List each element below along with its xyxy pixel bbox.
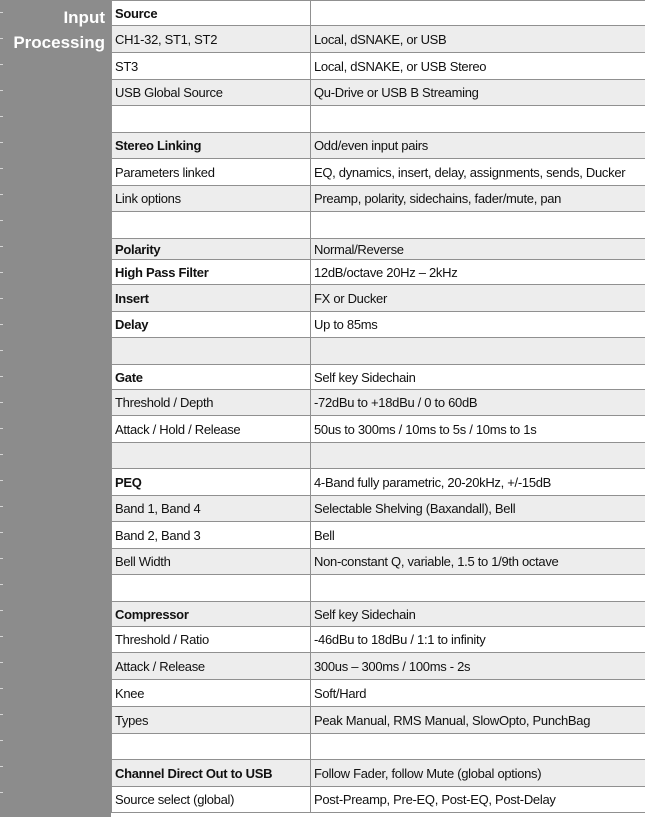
- edge-tick: [0, 766, 3, 767]
- spec-label: Threshold / Depth: [112, 390, 311, 415]
- spec-label: USB Global Source: [112, 80, 311, 105]
- spec-value: Non-constant Q, variable, 1.5 to 1/9th octave: [314, 554, 559, 569]
- spec-row: [112, 548, 645, 574]
- edge-tick: [0, 116, 3, 117]
- spec-value: Selectable Shelving (Baxandall), Bell: [314, 501, 516, 516]
- edge-tick: [0, 272, 3, 273]
- spec-row: [112, 105, 645, 132]
- spec-row: [112, 211, 645, 238]
- spec-row: [112, 311, 645, 337]
- spec-row: [112, 601, 645, 626]
- spec-label: Gate: [112, 365, 311, 389]
- spec-value: [311, 1, 645, 25]
- spec-label: Source select (global): [112, 787, 311, 812]
- spec-row: [112, 364, 645, 389]
- edge-tick: [0, 688, 3, 689]
- spec-row: [112, 468, 645, 495]
- edge-tick: [0, 532, 3, 533]
- spec-row: [112, 389, 645, 415]
- spec-row: [112, 759, 645, 786]
- section-title-line-1: Input: [63, 8, 105, 27]
- spec-row: [112, 574, 645, 601]
- section-title: [13, 5, 105, 55]
- spec-value: FX or Ducker: [314, 290, 387, 306]
- spec-value: Up to 85ms: [314, 317, 378, 332]
- edge-tick: [0, 480, 3, 481]
- spec-row: [112, 259, 645, 284]
- spec-row: [112, 0, 645, 25]
- spec-value: Local, dSNAKE, or USB Stereo: [314, 58, 487, 74]
- spec-label: Link options: [112, 186, 311, 211]
- spec-row: [112, 495, 645, 521]
- spec-label: Polarity: [112, 239, 311, 259]
- spec-label: Channel Direct Out to USB: [112, 760, 311, 786]
- spec-value: Self key Sidechain: [314, 606, 416, 622]
- spec-row: [112, 415, 645, 442]
- spec-row: [112, 25, 645, 52]
- spec-value: Odd/even input pairs: [314, 138, 428, 153]
- spec-label: [112, 575, 311, 601]
- spec-row: [112, 679, 645, 706]
- spec-row: [112, 52, 645, 79]
- spec-value: EQ, dynamics, insert, delay, assignments, sends, Ducker: [314, 164, 626, 180]
- spec-row: [112, 238, 645, 259]
- spec-label: [112, 443, 311, 468]
- edge-tick: [0, 12, 3, 13]
- edge-tick: [0, 90, 3, 91]
- edge-tick: [0, 220, 3, 221]
- edge-tick: [0, 662, 3, 663]
- edge-tick: [0, 324, 3, 325]
- spec-value: Soft/Hard: [314, 685, 367, 701]
- spec-label: [112, 734, 311, 759]
- spec-row: [112, 626, 645, 652]
- edge-tick: [0, 740, 3, 741]
- edge-tick: [0, 298, 3, 299]
- spec-label: [112, 338, 311, 364]
- spec-value: Normal/Reverse: [314, 241, 404, 257]
- spec-label: PEQ: [112, 469, 311, 495]
- spec-value: Peak Manual, RMS Manual, SlowOpto, PunchBag: [314, 712, 591, 728]
- spec-label: Band 2, Band 3: [112, 522, 311, 548]
- spec-value: [311, 106, 645, 132]
- edge-tick: [0, 636, 3, 637]
- edge-tick: [0, 714, 3, 715]
- edge-tick: [0, 38, 3, 39]
- section-title-line-2: Processing: [13, 33, 105, 52]
- spec-label: Attack / Hold / Release: [112, 416, 311, 442]
- spec-label: Delay: [112, 312, 311, 337]
- edge-tick: [0, 64, 3, 65]
- spec-row: [112, 706, 645, 733]
- edge-tick: [0, 558, 3, 559]
- spec-label: Stereo Linking: [112, 133, 311, 158]
- spec-value: [311, 575, 645, 601]
- spec-value: -72dBu to +18dBu / 0 to 60dB: [314, 395, 478, 410]
- edge-tick: [0, 376, 3, 377]
- sidebar-edge-ticks: [0, 0, 3, 817]
- spec-value: 4-Band fully parametric, 20-20kHz, +/-15dB: [314, 474, 552, 490]
- edge-tick: [0, 428, 3, 429]
- spec-label: Knee: [112, 680, 311, 706]
- spec-value: Self key Sidechain: [314, 369, 416, 385]
- spec-value: [311, 734, 645, 759]
- spec-value: Preamp, polarity, sidechains, fader/mute, pan: [314, 191, 562, 206]
- spec-value: Bell: [314, 527, 335, 543]
- spec-row: [112, 442, 645, 468]
- spec-row: [112, 786, 645, 812]
- spec-value: Follow Fader, follow Mute (global options): [314, 765, 542, 781]
- spec-label: Bell Width: [112, 549, 311, 574]
- spec-label: High Pass Filter: [112, 260, 311, 284]
- edge-tick: [0, 194, 3, 195]
- spec-label: Threshold / Ratio: [112, 627, 311, 652]
- spec-label: [112, 106, 311, 132]
- spec-label: ST3: [112, 53, 311, 79]
- spec-label: Parameters linked: [112, 159, 311, 185]
- spec-label: [112, 212, 311, 238]
- spec-label: Band 1, Band 4: [112, 496, 311, 521]
- spec-label: Insert: [112, 285, 311, 311]
- spec-row: [112, 158, 645, 185]
- spec-value: 50us to 300ms / 10ms to 5s / 10ms to 1s: [314, 421, 537, 437]
- spec-row: [112, 733, 645, 759]
- edge-tick: [0, 610, 3, 611]
- section-sidebar: [0, 0, 111, 817]
- spec-value: Local, dSNAKE, or USB: [314, 31, 447, 47]
- spec-label: Types: [112, 707, 311, 733]
- spec-value: [311, 212, 645, 238]
- edge-tick: [0, 506, 3, 507]
- spec-label: Compressor: [112, 602, 311, 626]
- edge-tick: [0, 246, 3, 247]
- spec-table: [111, 0, 645, 813]
- edge-tick: [0, 350, 3, 351]
- spec-row: [112, 79, 645, 105]
- spec-value: 300us – 300ms / 100ms - 2s: [314, 658, 471, 674]
- spec-row: [112, 132, 645, 158]
- spec-value: [311, 443, 645, 468]
- spec-label: Source: [112, 1, 311, 25]
- spec-value: 12dB/octave 20Hz – 2kHz: [314, 264, 458, 280]
- edge-tick: [0, 168, 3, 169]
- spec-label: Attack / Release: [112, 653, 311, 679]
- spec-value: Post-Preamp, Pre-EQ, Post-EQ, Post-Delay: [314, 792, 556, 807]
- spec-row: [112, 337, 645, 364]
- edge-tick: [0, 142, 3, 143]
- edge-tick: [0, 454, 3, 455]
- spec-row: [112, 185, 645, 211]
- spec-value: Qu-Drive or USB B Streaming: [314, 85, 479, 100]
- spec-value: [311, 338, 645, 364]
- spec-row: [112, 284, 645, 311]
- edge-tick: [0, 402, 3, 403]
- spec-value: -46dBu to 18dBu / 1:1 to infinity: [314, 632, 486, 647]
- edge-tick: [0, 584, 3, 585]
- spec-row: [112, 521, 645, 548]
- edge-tick: [0, 792, 3, 793]
- spec-label: CH1-32, ST1, ST2: [112, 26, 311, 52]
- spec-row: [112, 652, 645, 679]
